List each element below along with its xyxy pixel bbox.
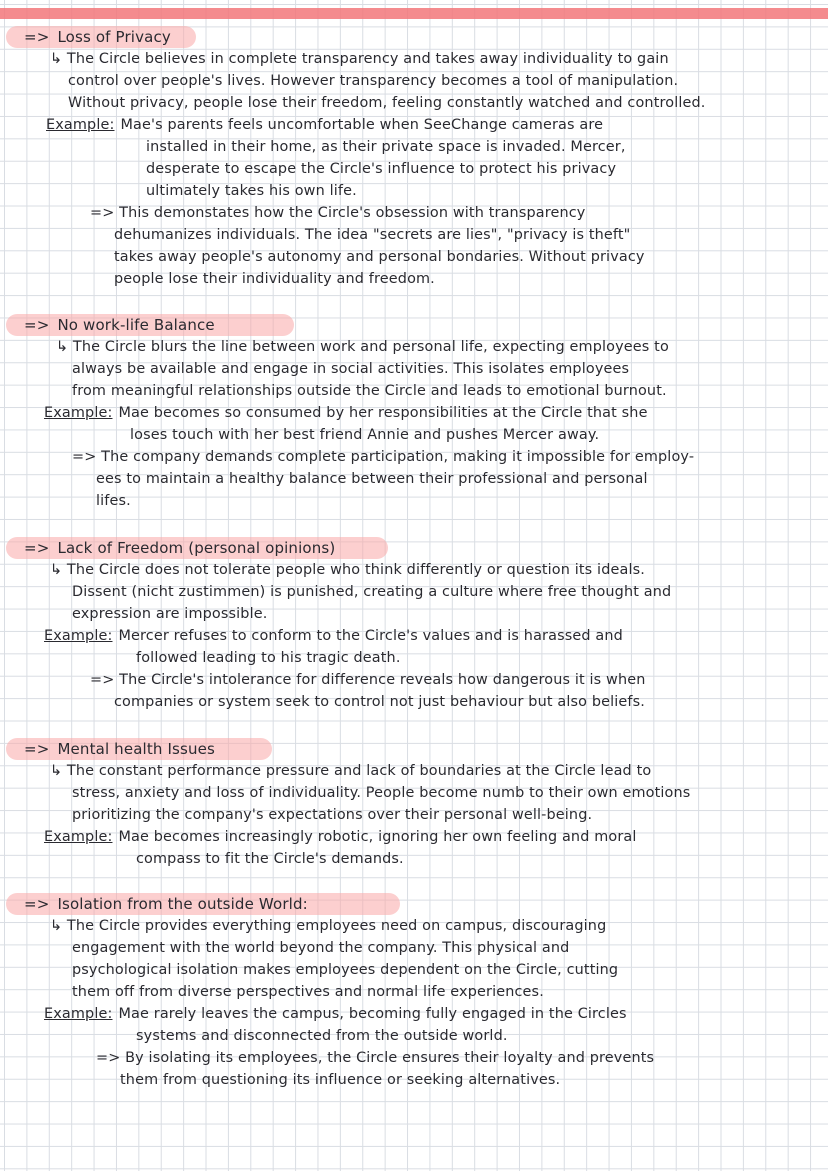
example-label: Example: (46, 117, 115, 133)
example-line: desperate to escape the Circle's influence to protect his privacy (146, 161, 617, 177)
arrow-icon: => (24, 539, 50, 557)
example-label: Example: (44, 405, 113, 421)
section-heading (24, 314, 215, 336)
example-line (44, 402, 648, 424)
example-line: systems and disconnected from the outside world. (136, 1028, 508, 1044)
section-heading (24, 893, 308, 915)
conclusion-line: => By isolating its employees, the Circle ensures their loyalty and prevents (96, 1050, 655, 1066)
conclusion-line: lifes. (96, 493, 131, 509)
conclusion-line: => This demonstates how the Circle's obsession with transparency (90, 205, 586, 221)
example-line (44, 1003, 627, 1025)
section-heading (24, 738, 215, 760)
heading-text: Lack of Freedom (personal opinions) (57, 539, 336, 557)
explanation-line: Dissent (nicht zustimmen) is punished, creating a culture where free thought and (72, 584, 672, 600)
explanation-line: stress, anxiety and loss of individuality. People become numb to their own emotions (72, 785, 691, 801)
example-line (46, 114, 603, 136)
explanation-line: them off from diverse perspectives and normal life experiences. (72, 984, 544, 1000)
arrow-icon: => (24, 316, 50, 334)
explanation-line: engagement with the world beyond the company. This physical and (72, 940, 570, 956)
explanation-line: prioritizing the company's expectations over their personal well-being. (72, 807, 593, 823)
heading-text: Loss of Privacy (57, 28, 171, 46)
heading-text: Isolation from the outside World: (57, 895, 308, 913)
explanation-line: always be available and engage in social activities. This isolates employees (72, 361, 630, 377)
top-color-band (0, 8, 828, 19)
example-text: Mae becomes so consumed by her responsibilities at the Circle that she (118, 405, 648, 421)
example-text: Mae becomes increasingly robotic, ignoring her own feeling and moral (118, 829, 637, 845)
conclusion-line: companies or system seek to control not just behaviour but also beliefs. (114, 694, 645, 710)
arrow-icon: => (24, 740, 50, 758)
explanation-line: Without privacy, people lose their freedom, feeling constantly watched and controlled. (68, 95, 706, 111)
explanation-line: ↳ The Circle believes in complete transparency and takes away individuality to gain (50, 51, 669, 67)
explanation-line: ↳ The Circle does not tolerate people who think differently or question its ideals. (50, 562, 645, 578)
arrow-icon: => (24, 895, 50, 913)
conclusion-line: => The Circle's intolerance for difference reveals how dangerous it is when (90, 672, 646, 688)
explanation-line: ↳ The Circle blurs the line between work and personal life, expecting employees to (56, 339, 669, 355)
example-label: Example: (44, 628, 113, 644)
conclusion-line: takes away people's autonomy and personal bondaries. Without privacy (114, 249, 645, 265)
conclusion-line: dehumanizes individuals. The idea "secrets are lies", "privacy is theft" (114, 227, 631, 243)
heading-text: Mental health Issues (57, 740, 215, 758)
example-line: followed leading to his tragic death. (136, 650, 401, 666)
conclusion-line: => The company demands complete participation, making it impossible for employ- (72, 449, 695, 465)
example-line: compass to fit the Circle's demands. (136, 851, 404, 867)
explanation-line: from meaningful relationships outside the Circle and leads to emotional burnout. (72, 383, 667, 399)
section-heading (24, 537, 335, 559)
example-text: Mae rarely leaves the campus, becoming fully engaged in the Circles (118, 1006, 627, 1022)
explanation-line: ↳ The Circle provides everything employees need on campus, discouraging (50, 918, 607, 934)
explanation-line: expression are impossible. (72, 606, 268, 622)
conclusion-line: people lose their individuality and freedom. (114, 271, 435, 287)
example-label: Example: (44, 829, 113, 845)
example-label: Example: (44, 1006, 113, 1022)
explanation-line: ↳ The constant performance pressure and lack of boundaries at the Circle lead to (50, 763, 652, 779)
example-text: Mercer refuses to conform to the Circle's values and is harassed and (118, 628, 623, 644)
example-text: Mae's parents feels uncomfortable when SeeChange cameras are (120, 117, 604, 133)
example-line: ultimately takes his own life. (146, 183, 357, 199)
conclusion-line: them from questioning its influence or seeking alternatives. (120, 1072, 561, 1088)
conclusion-line: ees to maintain a healthy balance between their professional and personal (96, 471, 648, 487)
heading-text: No work-life Balance (57, 316, 215, 334)
explanation-line: psychological isolation makes employees dependent on the Circle, cutting (72, 962, 619, 978)
explanation-line: control over people's lives. However transparency becomes a tool of manipulation. (68, 73, 679, 89)
example-line (44, 826, 637, 848)
arrow-icon: => (24, 28, 50, 46)
example-line: loses touch with her best friend Annie and pushes Mercer away. (130, 427, 600, 443)
example-line: installed in their home, as their private space is invaded. Mercer, (146, 139, 626, 155)
example-line (44, 625, 623, 647)
section-heading (24, 26, 171, 48)
